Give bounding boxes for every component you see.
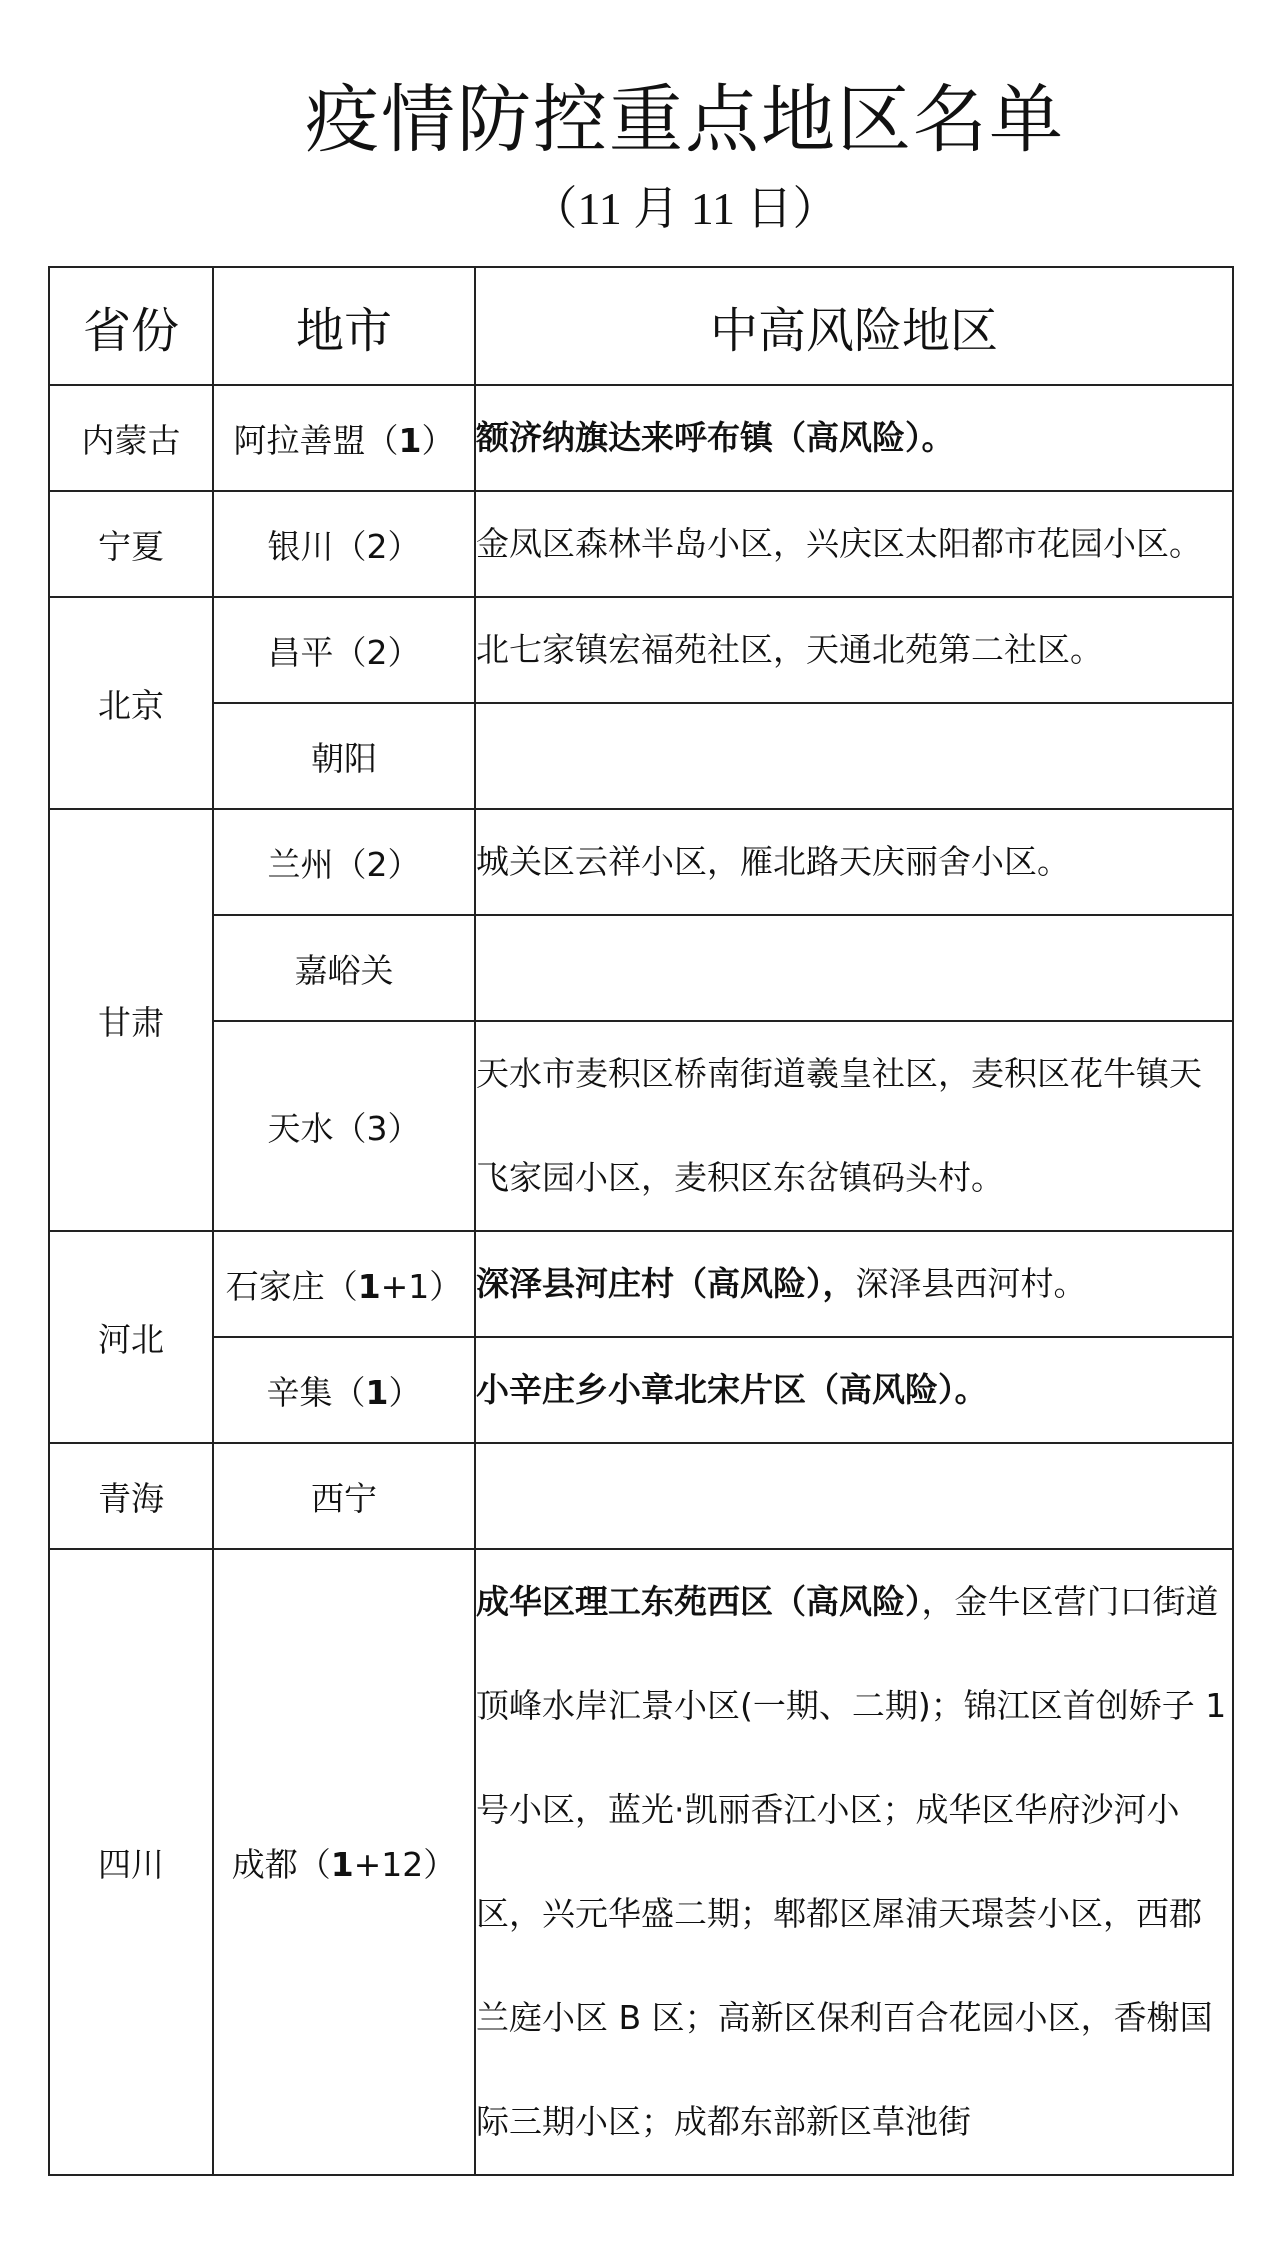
city-label: 辛集（ [266,1372,366,1412]
city-label: 石家庄（ [225,1266,358,1306]
high-risk-count: 1 [330,1844,354,1884]
table-row [49,1021,1233,1231]
province-cell: 青海 [49,1443,213,1549]
header-province: 省份 [49,267,213,385]
high-risk-count: 1 [398,420,422,460]
area-cell: 城关区云祥小区，雁北路天庆丽舍小区。 [475,809,1233,915]
province-cell: 四川 [49,1549,213,2175]
area-cell [475,1549,1233,2175]
province-cell: 甘肃 [49,809,213,1231]
city-label-end: +1） [380,1266,463,1306]
city-cell [213,1337,475,1443]
area-cell [475,1443,1233,1549]
table-row [49,597,1233,703]
city-cell [213,1231,475,1337]
city-cell: 西宁 [213,1443,475,1549]
table-row [49,1231,1233,1337]
city-cell: 昌平（2） [213,597,475,703]
area-cell [475,1231,1233,1337]
province-cell: 内蒙古 [49,385,213,491]
high-risk-area: 深泽县河庄村（高风险）， [476,1264,856,1303]
high-risk-area: 成华区理工东苑西区（高风险） [476,1582,922,1621]
province-cell: 河北 [49,1231,213,1443]
table-row [49,491,1233,597]
city-cell: 嘉峪关 [213,915,475,1021]
table-row [49,1549,1233,2175]
area-cell: 北七家镇宏福苑社区，天通北苑第二社区。 [475,597,1233,703]
area-cell [475,915,1233,1021]
risk-area-table [48,266,1234,2176]
table-row [49,1337,1233,1443]
table-row [49,809,1233,915]
table-row [49,385,1233,491]
city-cell [213,1549,475,2175]
city-label: 阿拉善盟（ [233,420,399,460]
city-label-end: +12） [353,1844,457,1884]
mid-risk-area: 深泽县西河村。 [855,1264,1087,1303]
table-row [49,915,1233,1021]
city-cell: 天水（3） [213,1021,475,1231]
table-row [49,1443,1233,1549]
city-cell [213,385,475,491]
province-cell: 北京 [49,597,213,809]
area-cell: 金凤区森林半岛小区，兴庆区太阳都市花园小区。 [475,491,1233,597]
city-label-end: ） [421,420,455,460]
area-cell: 小辛庄乡小章北宋片区（高风险）。 [475,1337,1233,1443]
header-city: 地市 [213,267,475,385]
city-cell: 朝阳 [213,703,475,809]
table-header-row [49,267,1233,385]
header-areas: 中高风险地区 [475,267,1233,385]
area-cell [475,703,1233,809]
city-label-end: ） [388,1372,422,1412]
city-cell: 兰州（2） [213,809,475,915]
mid-risk-area: ，金牛区营门口街道顶峰水岸汇景小区(一期、二期)；锦江区首创娇子 1 号小区，蓝光·凯丽香江小区；成华区华府沙河小区，兴元华盛二期；郫都区犀浦天璟荟小区，西郡兰庭小区 B 区；高新区保利百合花园小区，香榭国际三期小区；成都东部新区草池街 [476,1582,1227,2141]
high-risk-count: 1 [365,1372,389,1412]
high-risk-count: 1 [357,1266,381,1306]
document-date: （11 月 11 日） [531,183,839,234]
document-title: 疫情防控重点地区名单 [305,77,1065,163]
city-label: 成都（ [231,1844,331,1884]
province-cell: 宁夏 [49,491,213,597]
table-row [49,703,1233,809]
city-cell: 银川（2） [213,491,475,597]
area-cell: 天水市麦积区桥南街道羲皇社区，麦积区花牛镇天飞家园小区，麦积区东岔镇码头村。 [475,1021,1233,1231]
area-cell: 额济纳旗达来呼布镇（高风险）。 [475,385,1233,491]
